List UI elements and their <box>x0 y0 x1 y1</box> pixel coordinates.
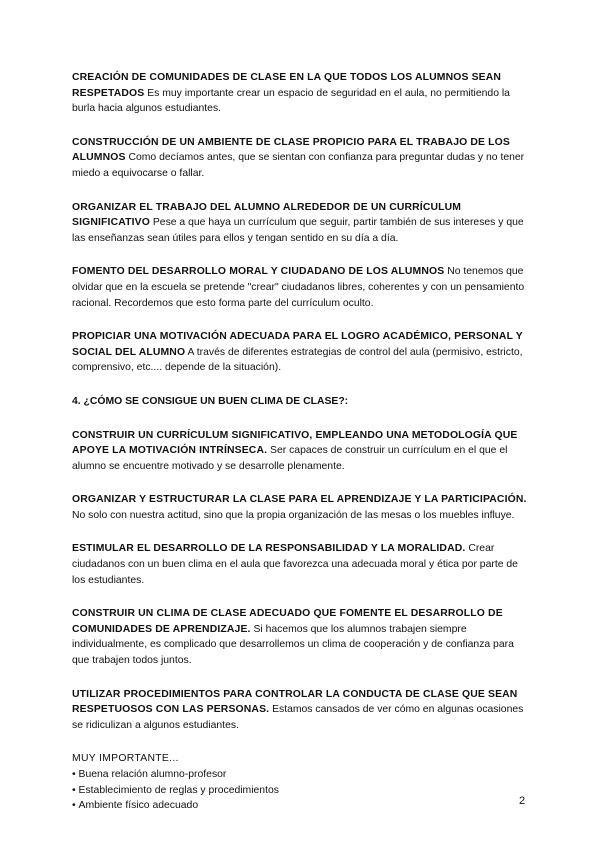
section-title: UTILIZAR PROCEDIMIENTOS PARA CONTROLAR LA CONDUCTA DE CLASE QUE SEAN RESPETUOSOS CON LAS PERSONAS. <box>72 688 518 716</box>
question-heading: 4. ¿CÓMO SE CONSIGUE UN BUEN CLIMA DE CLASE?: <box>72 395 349 407</box>
section-title: CONSTRUIR UN CLIMA DE CLASE ADECUADO QUE FOMENTE EL DESARROLLO DE COMUNIDADES DE APRENDIZAJE. <box>72 608 503 635</box>
section-body: Si hacemos que los alumnos trabajen siempre individualmente, es complicado que desarrollemos un clima de cooperación y de confianza para que trabajen todos juntos. <box>72 623 514 667</box>
note-title: MUY IMPORTANTE... <box>72 753 179 765</box>
section-curriculum-significativo <box>72 200 530 247</box>
section-ambiente-clase <box>72 135 530 182</box>
note-list <box>72 767 530 814</box>
list-item: • Buena relación alumno-profesor <box>72 767 530 783</box>
list-item: • Establecimiento de reglas y procedimientos <box>72 783 530 799</box>
section-responsabilidad <box>72 541 530 588</box>
list-item: • Ambiente físico adecuado <box>72 798 530 814</box>
section-body: Crear ciudadanos con un buen clima en el aula que favorezca una adecuada moral y ética por parte de los estudiantes. <box>72 543 518 586</box>
section-comunidades-respeto <box>72 70 530 117</box>
section-title: ORGANIZAR Y ESTRUCTURAR LA CLASE PARA EL APRENDIZAJE Y LA PARTICIPACIÓN. <box>72 494 527 506</box>
section-title: FOMENTO DEL DESARROLLO MORAL Y CIUDADANO DE LOS ALUMNOS <box>72 266 445 278</box>
section-motivacion <box>72 329 530 376</box>
section-title: CREACIÓN DE COMUNIDADES DE CLASE EN LA QUE TODOS LOS ALUMNOS SEAN RESPETADOS <box>72 72 502 99</box>
section-body: Estamos cansados de ver cómo en algunas ocasiones se ridiculizan a algunos estudiantes. <box>72 704 524 731</box>
section-title: CONSTRUCCIÓN DE UN AMBIENTE DE CLASE PROPICIO PARA EL TRABAJO DE LOS ALUMNOS <box>72 136 510 164</box>
section-body: Pese a que haya un currículum que seguir, partir también de sus intereses y que las enseñanzas sean útiles para ellos y tengan sentido en su día a día. <box>72 217 524 244</box>
section-body: Ser capaces de construir un currículum en el que el alumno se encuentre motivado y se desarrolle plenamente. <box>72 445 508 472</box>
page-content <box>72 70 530 814</box>
section-title: ESTIMULAR EL DESARROLLO DE LA RESPONSABILIDAD Y LA MORALIDAD. <box>72 543 466 555</box>
section-body: Como decíamos antes, que se sientan con confianza para preguntar dudas y no tener miedo a equivocarse o fallar. <box>72 152 525 179</box>
section-construir-curriculum <box>72 428 530 475</box>
section-title: PROPICIAR UNA MOTIVACIÓN ADECUADA PARA EL LOGRO ACADÉMICO, PERSONAL Y SOCIAL DEL ALUMNO <box>72 331 523 358</box>
section-procedimientos-conducta <box>72 687 530 734</box>
section-comunidades-aprendizaje <box>72 606 530 668</box>
section-title: CONSTRUIR UN CURRÍCULUM SIGNIFICATIVO, EMPLEANDO UNA METODOLOGÍA QUE APOYE LA MOTIVACIÓN INTRÍNSECA. <box>72 429 518 457</box>
section-body: No solo con nuestra actitud, sino que la propia organización de las mesas o los muebles influye. <box>72 509 515 521</box>
section-title: ORGANIZAR EL TRABAJO DEL ALUMNO ALREDEDOR DE UN CURRÍCULUM SIGNIFICATIVO <box>72 201 462 229</box>
page-number: 2 <box>519 795 526 807</box>
section-organizar-clase <box>72 492 530 523</box>
section-body: Es muy importante crear un espacio de seguridad en el aula, no permitiendo la burla hacia algunos estudiantes. <box>72 87 510 115</box>
section-body: A través de diferentes estrategias de control del aula (permisivo, estricto, comprensivo, etc.... depende de la situación). <box>72 346 523 374</box>
section-body: No tenemos que olvidar que en la escuela se pretende "crear" ciudadanos libres, coherentes y con un pensamiento racional. Recordemos que esto forma parte del currículum oculto. <box>72 266 525 309</box>
section-desarrollo-moral <box>72 264 530 311</box>
